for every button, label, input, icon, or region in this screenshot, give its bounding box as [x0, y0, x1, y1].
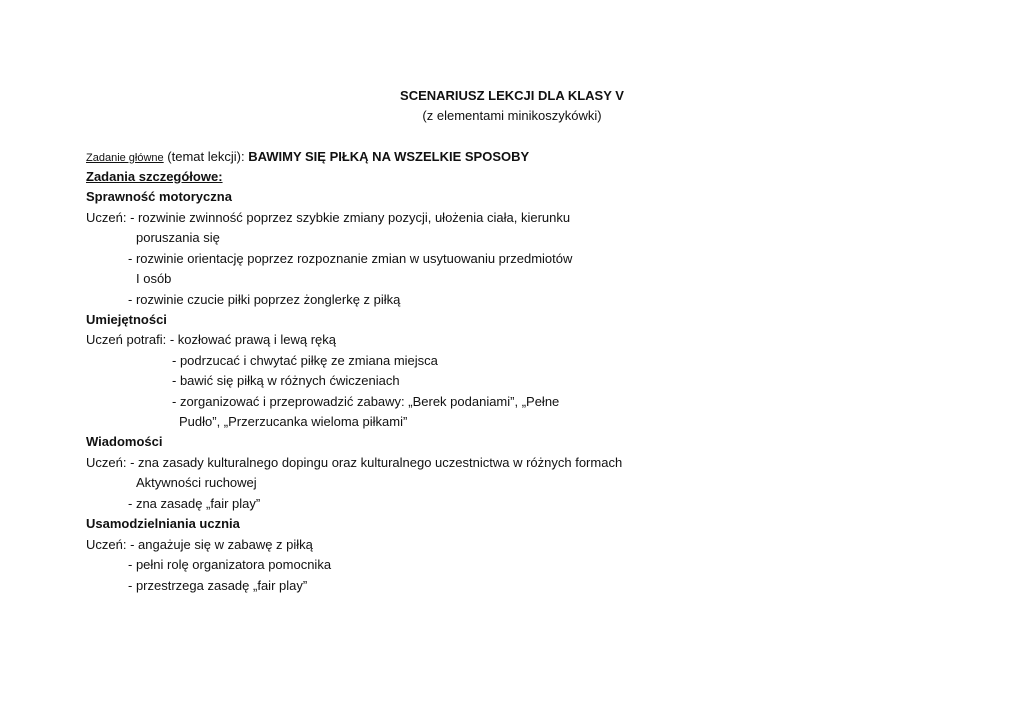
document-subtitle: (z elementami minikoszykówki) [422, 108, 602, 123]
independence-line-2: - pełni rolę organizatora pomocnika [128, 557, 332, 572]
independence-line-1: Uczeń: - angażuje się w zabawę z piłką [86, 537, 313, 552]
skills-line-1: Uczeń potrafi: - kozłować prawą i lewą ręką [86, 332, 336, 347]
main-task-mid: (temat lekcji): [163, 149, 249, 164]
main-task-line [86, 149, 529, 166]
independence-line-3: - przestrzega zasadę „fair play” [128, 578, 308, 593]
motor-heading: Sprawność motoryczna [86, 189, 232, 204]
motor-line-5: - rozwinie czucie piłki poprzez żonglerkę z piłką [128, 292, 401, 307]
motor-line-3: - rozwinie orientację poprzez rozpoznanie zmian w usytuowaniu przedmiotów [128, 251, 573, 266]
knowledge-heading: Wiadomości [86, 434, 163, 449]
skills-line-4: - zorganizować i przeprowadzić zabawy: „Berek podaniami”, „Pełne [172, 394, 560, 409]
motor-line-2: poruszania się [136, 230, 220, 245]
motor-line-1: Uczeń: - rozwinie zwinność poprzez szybkie zmiany pozycji, ułożenia ciała, kierunku [86, 210, 571, 225]
motor-line-4: I osób [136, 271, 172, 286]
document-title: SCENARIUSZ LEKCJI DLA KLASY V [400, 88, 624, 103]
skills-line-3: - bawić się piłką w różnych ćwiczeniach [172, 373, 400, 388]
skills-heading: Umiejętności [86, 312, 167, 327]
main-task-topic: BAWIMY SIĘ PIŁKĄ NA WSZELKIE SPOSOBY [248, 149, 530, 164]
skills-line-5: Pudło”, „Przerzucanka wieloma piłkami” [179, 414, 408, 429]
knowledge-line-3: - zna zasadę „fair play” [128, 496, 261, 511]
independence-heading: Usamodzielniania ucznia [86, 516, 240, 531]
main-task-label: Zadanie główne [86, 152, 164, 164]
detailed-tasks-heading: Zadania szczegółowe: [86, 169, 223, 184]
knowledge-line-2: Aktywności ruchowej [136, 475, 257, 490]
knowledge-line-1: Uczeń: - zna zasady kulturalnego dopingu oraz kulturalnego uczestnictwa w różnych formach [86, 455, 623, 470]
skills-line-2: - podrzucać i chwytać piłkę ze zmiana miejsca [172, 353, 438, 368]
